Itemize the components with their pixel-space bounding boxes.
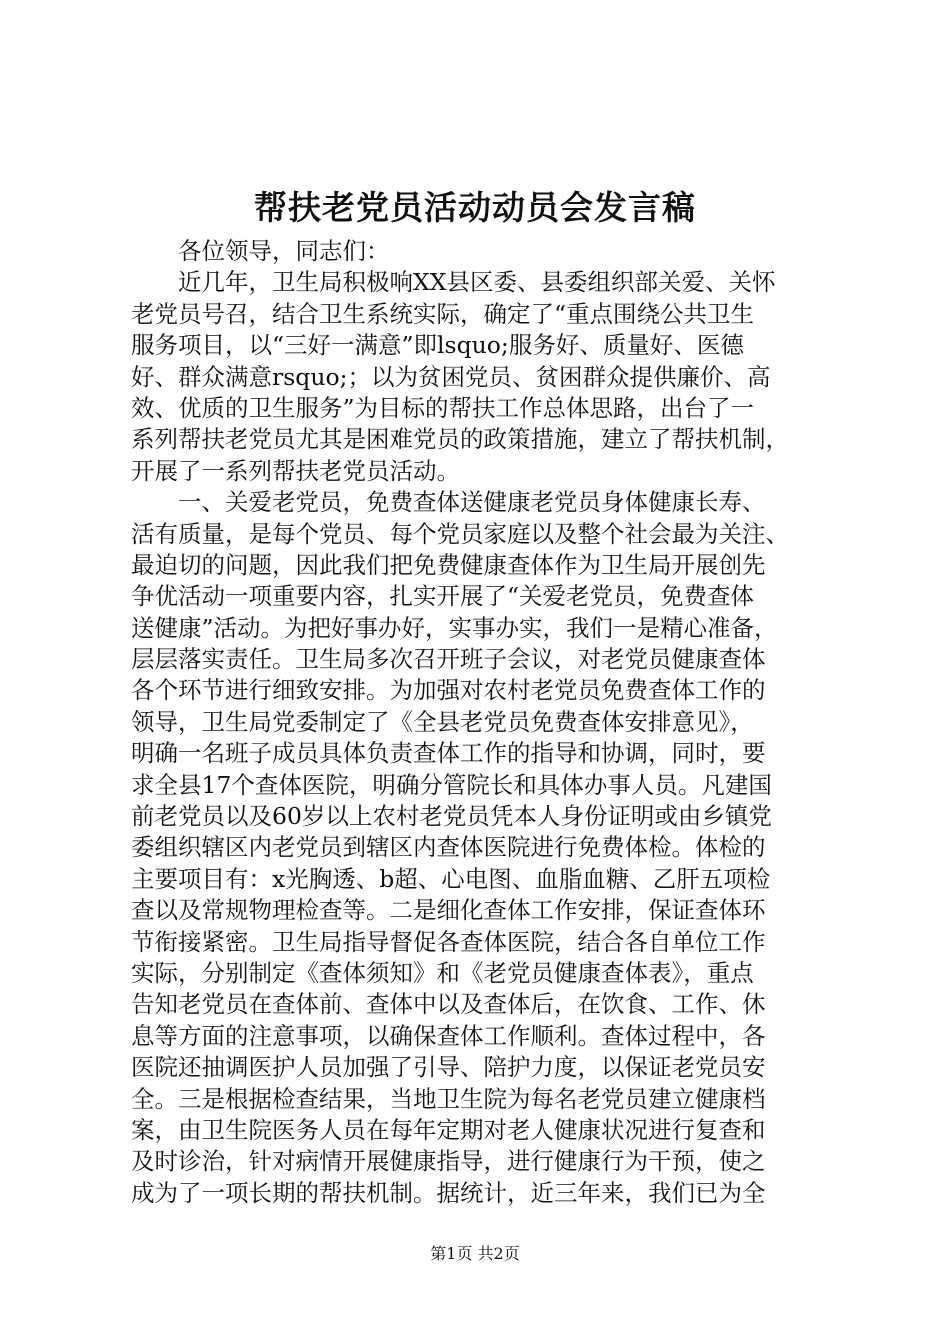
body-line: 查以及常规物理检查等。二是细化查体工作安排，保证查体环 xyxy=(131,896,766,925)
page-number-footer: 第1页 共2页 xyxy=(430,1244,520,1263)
document-body xyxy=(131,236,831,1209)
body-line: 送健康”活动。为把好事办好，实事办实，我们一是精心准备， xyxy=(131,613,778,642)
body-line: 近几年，卫生局积极响XX县区委、县委组织部关爱、关怀 xyxy=(131,268,776,297)
body-line: 成为了一项长期的帮扶机制。据统计，近三年来，我们已为全 xyxy=(131,1178,766,1207)
body-line: 开展了一系列帮扶老党员活动。 xyxy=(131,456,460,485)
body-line: 系列帮扶老党员尤其是困难党员的政策措施，建立了帮扶机制， xyxy=(131,425,789,454)
body-line: 及时诊治，针对病情开展健康指导，进行健康行为干预，使之 xyxy=(131,1147,766,1176)
body-line: 委组织辖区内老党员到辖区内查体医院进行免费体检。体检的 xyxy=(131,833,766,862)
body-line: 层层落实责任。卫生局多次召开班子会议，对老党员健康查体 xyxy=(131,645,766,674)
body-line: 息等方面的注意事项，以确保查体工作顺利。查体过程中，各 xyxy=(131,1021,766,1050)
body-line: 告知老党员在查体前、查体中以及查体后，在饮食、工作、休 xyxy=(131,990,766,1019)
body-line: 明确一名班子成员具体负责查体工作的指导和协调，同时，要 xyxy=(131,739,766,768)
body-line: 医院还抽调医护人员加强了引导、陪护力度，以保证老党员安 xyxy=(131,1053,766,1082)
body-line: 争优活动一项重要内容，扎实开展了“关爱老党员，免费查体 xyxy=(131,582,755,611)
body-line: 服务项目，以“三好一满意”即lsquo;服务好、质量好、医德 xyxy=(131,331,744,360)
body-line: 前老党员以及60岁以上农村老党员凭本人身份证明或由乡镇党 xyxy=(131,802,772,831)
body-line: 全。三是根据检查结果，当地卫生院为每名老党员建立健康档 xyxy=(131,1084,766,1113)
body-line: 求全县17个查体医院，明确分管院长和具体办事人员。凡建国 xyxy=(131,770,772,799)
body-line: 最迫切的问题，因此我们把免费健康查体作为卫生局开展创先 xyxy=(131,550,766,579)
body-line: 一、关爱老党员，免费查体送健康老党员身体健康长寿、 xyxy=(131,488,766,517)
body-line: 老党员号召，结合卫生系统实际，确定了“重点围绕公共卫生 xyxy=(131,299,755,328)
body-line: 实际，分别制定《查体须知》和《老党员健康查体表》，重点 xyxy=(131,958,754,987)
body-line: 好、群众满意rsquo;；以为贫困党员、贫困群众提供廉价、高 xyxy=(131,362,771,391)
body-line: 主要项目有：x光胸透、b超、心电图、血脂血糖、乙肝五项检 xyxy=(131,864,771,893)
body-line: 节衔接紧密。卫生局指导督促各查体医院，结合各自单位工作 xyxy=(131,927,766,956)
body-line: 领导，卫生局党委制定了《全县老党员免费查体安排意见》， xyxy=(131,707,754,736)
document-title: 帮扶老党员活动动员会发言稿 xyxy=(254,188,696,227)
body-line: 各个环节进行细致安排。为加强对农村老党员免费查体工作的 xyxy=(131,676,766,705)
body-line: 案，由卫生院医务人员在每年定期对老人健康状况进行复查和 xyxy=(131,1115,766,1144)
body-line: 效、优质的卫生服务”为目标的帮扶工作总体思路，出台了一 xyxy=(131,393,755,422)
body-line: 各位领导，同志们： xyxy=(131,237,390,265)
body-line: 活有质量，是每个党员、每个党员家庭以及整个社会最为关注、 xyxy=(131,519,789,548)
